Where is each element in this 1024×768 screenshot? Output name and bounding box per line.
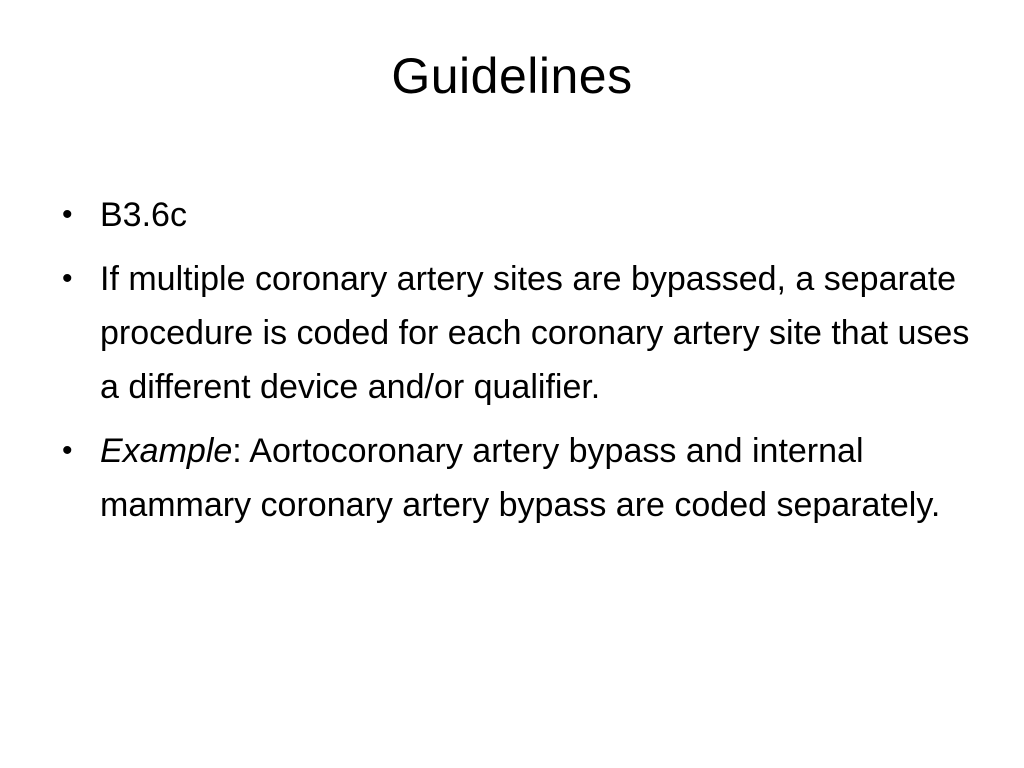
example-label: Example — [100, 432, 233, 470]
slide-title: Guidelines — [391, 48, 633, 104]
bullet-text: : Aortocoronary artery bypass and internal mammary coronary artery bypass are coded separately. — [100, 432, 941, 524]
bullet-icon: • — [62, 434, 73, 467]
bullet-item-example — [62, 424, 972, 532]
bullet-list — [62, 188, 972, 542]
bullet-item-code — [62, 188, 972, 242]
bullet-text: B3.6c — [100, 196, 187, 234]
bullet-icon: • — [62, 262, 73, 295]
bullet-icon: • — [62, 198, 73, 231]
bullet-text: If multiple coronary artery sites are bypassed, a separate procedure is coded for each coronary artery site that uses a different device and/or qualifier. — [100, 260, 970, 406]
bullet-item-rule — [62, 252, 972, 414]
